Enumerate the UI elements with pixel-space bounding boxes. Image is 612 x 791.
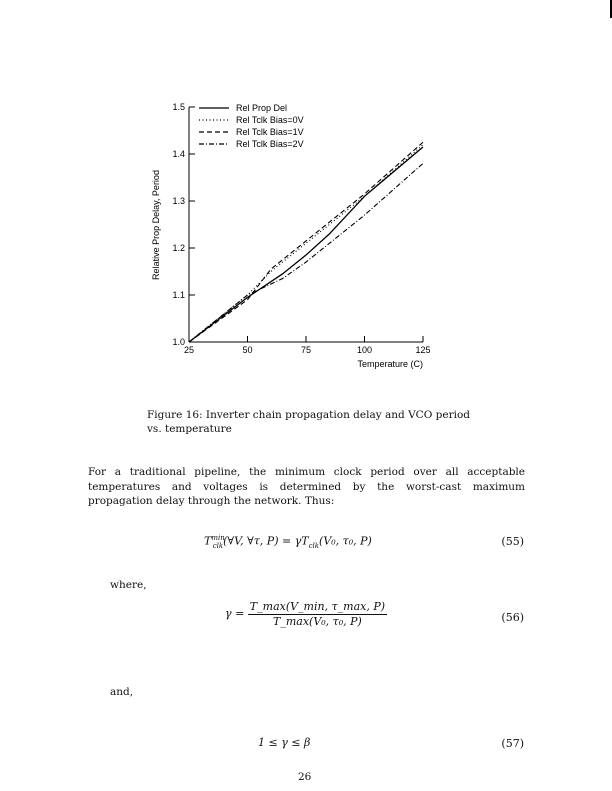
x-axis-label: Temperature (C) [357,359,423,369]
y-tick-label: 1.5 [172,102,185,112]
x-tick-label: 75 [300,345,312,355]
series-line-2 [189,142,423,342]
y-tick-label: 1.1 [172,290,185,300]
y-tick-label: 1.4 [172,149,185,159]
x-tick-label: 50 [242,345,253,355]
legend-label-0: Rel Prop Del [236,103,288,113]
x-tick-label: 25 [183,345,195,355]
equation-number-56: (56) [501,611,524,624]
y-tick-label: 1.3 [172,196,185,206]
y-axis-label: Relative Prop Delay, Period [151,170,161,280]
and-text: and, [110,686,134,698]
figure-caption: Figure 16: Inverter chain propagation delay and VCO period vs. temperature [147,409,471,435]
equation-56: γ = $\frac{T\_\max(V\_\min, \tau\_\max, P)}{\text{T\_max(V₀, τ₀, P)}}$ [225,600,386,628]
y-tick-label: 1.2 [172,243,185,253]
equation-number-57: (57) [501,737,524,750]
legend-label-1: Rel Tclk Bias=0V [236,115,304,125]
x-tick-label: 125 [415,345,431,355]
equation-number-55: (55) [501,535,524,548]
page-number: 26 [298,771,312,783]
equation-55: $T^{min}_{clk}(\forall V$, ∀τ, $P) = \gamma T_{clk}(V_0$, τ₀, P) [204,534,372,550]
where-text: where, [110,579,147,591]
body-paragraph: For a traditional pipeline, the minimum clock period over all acceptable temperatures and voltages is determined by the worst-cast maximum propagation delay through the network. Thus: [88,466,525,507]
equation-57: 1 ≤ γ ≤ β [258,736,311,749]
x-tick-label: 100 [356,345,373,355]
legend-label-2: Rel Tclk Bias=1V [236,127,304,137]
legend-label-3: Rel Tclk Bias=2V [236,139,304,149]
series-line-1 [189,145,423,342]
y-tick-label: 1.0 [172,337,185,347]
